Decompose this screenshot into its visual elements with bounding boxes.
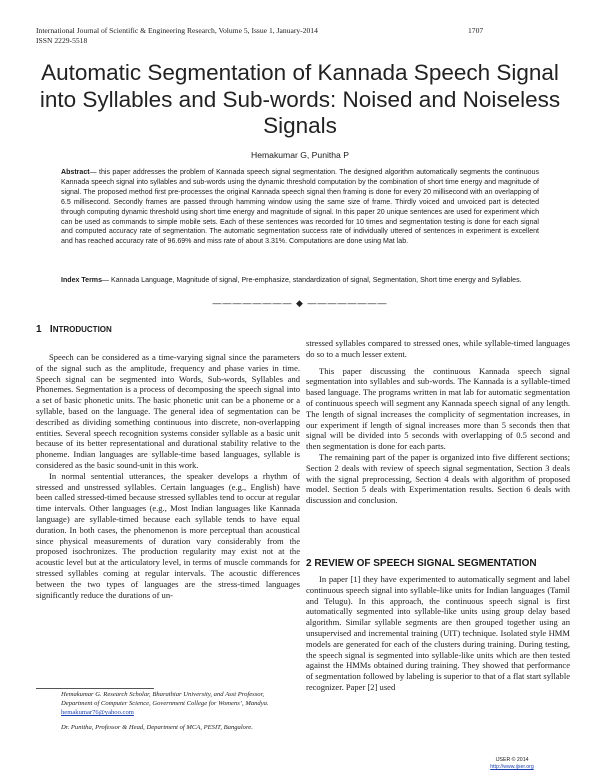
issn: ISSN 2229-5518 (36, 36, 88, 45)
intro-continuation: stressed syllables compared to stressed ones, while syllable-timed languages do so to a much lesser extent. (306, 338, 570, 359)
paper-title: Automatic Segmentation of Kannada Speech Signal into Syllables and Sub-words: Noised and Noiseless Signals (39, 60, 561, 139)
intro-paragraph-1: Speech can be considered as a time-varying signal since the parameters of the signal such as the amplitude, frequency and phase varies in time. Speech signal can be segmented into Words, Sub-words, Syllables and Phonemes. Segmentation is a process of decomposing the speech signal into a set of basic phonetic units. The basic phonetic unit can be a phoneme or a syllable, based on the language. The general idea of segmentation can be described as dividing something continuous into discrete, non-overlapping entities. Several speech recognition systems consider syllable as a basic unit because of its better representational and durational stability relative to the phoneme. Indian languages are syllable-time based languages, syllable is considered as the basic sound-unit in this work. (36, 352, 300, 470)
footnote-2: Dr. Punitha, Professor & Head, Department of MCA, PESIT, Bangalore. (61, 724, 253, 731)
abstract-label: Abstract (61, 169, 90, 176)
footnote-rule (36, 688, 154, 689)
index-terms (61, 276, 539, 286)
section-1-number: 1 (36, 324, 42, 335)
section-1-rest: NTRODUCTION (52, 325, 112, 334)
page-number: 1707 (468, 26, 484, 35)
section-2-heading: 2 REVIEW OF SPEECH SIGNAL SEGMENTATION (306, 558, 537, 569)
left-column (36, 352, 300, 600)
intro-paragraph-3: This paper discussing the continuous Kannada speech signal segmentation into syllables and sub-words. The Kannada is a syllable-timed based language. The programs written in mat lab for automatic segmentation of continuous speech will segment any Kannada speech signal of any length. The length of signal increases the complicity of segmentation increases, in our experiment if length of signal increases more than 5 seconds then that signal will be divided into 5 seconds with overlapping of 0.5 second and then segmentation is done for each parts. (306, 365, 570, 452)
section-1-heading (36, 324, 112, 335)
author-email-link[interactable]: hemakumar76@yahoo.com (61, 709, 134, 717)
right-column (306, 338, 570, 506)
intro-paragraph-4: The remaining part of the paper is organized into five different sections; Section 2 deals with review of speech signal segmentation, Section 3 deals with the signal preprocessing, Section 4 deals with algorithm of proposed model. Section 5 deals with Experimentation results. Section 6 deals with discussion and conclusion. (306, 451, 570, 506)
index-terms-label: Index Terms (61, 277, 102, 284)
journal-header (36, 26, 318, 46)
authors: Hemakumar G, Punitha P (251, 150, 349, 160)
copyright: IJSER © 2014 (495, 757, 529, 763)
journal-url-link[interactable]: http://www.ijser.org (490, 764, 534, 770)
section-divider: ———————— ◆ ———————— (212, 298, 388, 308)
abstract (61, 168, 539, 247)
abstract-text: — this paper addresses the problem of Kannada speech signal segmentation. The designed algorithm automatically segments the continuous Kannada speech signal into syllables and sub-words using the dynamic threshold computation by the combination of short time energy and magnitude of signal. The proposed method first pre-processes the original Kannada speech signal then framing is done for every 20 millisecond with an overlapping of 6.5 millisecond. Secondly frames are passed through hamming window using the same size of frame. Thirdly voiced and unvoiced part is detected through computing dynamic threshold using short time energy and magnitude of signal. In this paper 20 unique sentences are used for experiment which can be used as commands to simple mobile sets. Each of these sentences was recorded for 10 times and segmentation testing is done for each signal and computed accuracy rate of segmentation. The automatic segmentation success rate of individually uttered of sentences in experiment is excellent and has reached accuracy rate of 96.69% and miss rate of about 3.31%. Computations are done using Mat lab. (61, 169, 539, 246)
review-paragraph-1: In paper [1] they have experimented to automatically segment and label continuous speech signal into syllable-like units for Indian languages (Tamil and Telugu). In this approach, the continuous speech signal is first automatically segmented into syllable-like units using group delay based algorithm. Similar syllable segments are then grouped together using an unsupervised and incremental training (UIT) technique. Isolated style HMM models are generated for each of the clusters during training. During testing, the speech signal is segmented into syllable-like units which are then tested against the HMMs obtained during training. They showed that performance of segmentation followed by labeling is superior to that of a flat start syllable recognizer. Paper [2] used (306, 574, 570, 692)
journal-citation: International Journal of Scientific & Engineering Research, Volume 5, Issue 1, January-2014 (36, 26, 318, 35)
index-terms-text: — Kannada Language, Magnitude of signal, Pre-emphasize, standardization of signal, Segmentation, Short time energy and Syllables. (102, 277, 522, 284)
section-1-first-letter: I (49, 324, 53, 335)
footnote-1 (61, 690, 291, 718)
footnote-1-text: Hemakumar G. Research Scholar, Bharathiar University, and Asst Professor, Department of Computer Science, Government College for Womens’, Mandya. (61, 691, 269, 708)
section-2-body (306, 574, 570, 693)
intro-paragraph-2: In normal sentential utterances, the speaker develops a rhythm of stressed and unstressed syllables. Certain languages (e.g., English) have been called stressed-timed because stressed syllables tend to occur at regular time intervals. Other languages (e.g., Most Indian languages like Kannada language) are syllable-timed because each syllable tends to have equal duration. In both cases, the phenomenon is more perceptual than acoustical since physical measurements of duration vary considerably from the proposed isochronizes. The production regularity may exist not at the acoustic level but at the articulatory level, in terms of muscle commands for stressed syllables coming at regular intervals. The acoustic differences between the two types of languages are the stress-timed languages significantly reduce the durations of un- (36, 470, 300, 600)
